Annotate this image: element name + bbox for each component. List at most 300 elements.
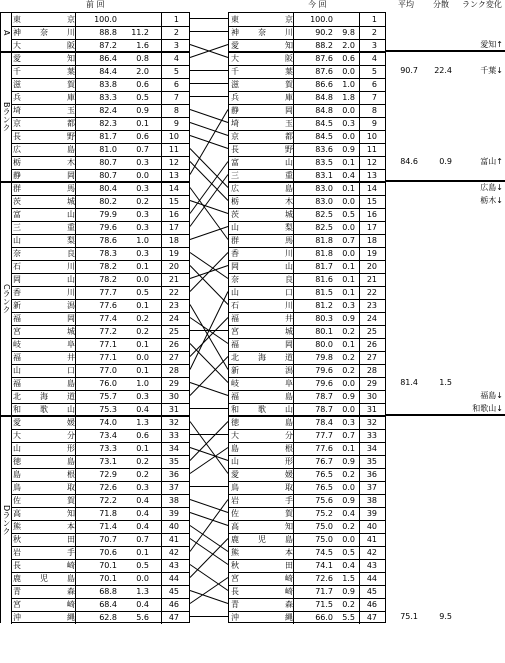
score-value: 100.0 (94, 15, 117, 24)
score-value: 78.3 (99, 249, 117, 258)
score-diff: 0.2 (136, 314, 149, 323)
score-diff: 1.5 (342, 574, 355, 583)
score-value: 78.4 (315, 418, 333, 427)
score-diff: 0.9 (342, 496, 355, 505)
rank-number: 34 (168, 444, 179, 453)
score-value: 72.6 (315, 574, 333, 583)
rank-number: 43 (366, 561, 377, 570)
rank-group-text: A (2, 29, 11, 36)
prefecture-name: 大 分 (231, 431, 293, 440)
prefecture-name: 沖 縄 (13, 613, 75, 622)
rank-number: 1 (371, 15, 377, 24)
score-diff: 0.2 (342, 522, 355, 531)
rank-number: 23 (366, 301, 377, 310)
rank-connector-line (190, 201, 228, 214)
rank-number: 42 (168, 548, 179, 557)
rank-number: 9 (371, 119, 377, 128)
prefecture-name: 熊 本 (13, 522, 75, 531)
rank-connector-line (190, 422, 228, 474)
rank-change-note: 広島↓ (480, 183, 503, 192)
prefecture-name: 兵 庫 (231, 93, 293, 102)
rank-connector-line (190, 227, 228, 240)
score-value: 66.0 (315, 613, 333, 622)
rank-number: 26 (168, 340, 179, 349)
rank-number: 13 (366, 171, 377, 180)
score-value: 75.2 (315, 509, 333, 518)
score-diff: 0.4 (136, 522, 149, 531)
rank-number: 37 (366, 483, 377, 492)
group-variance: 1.5 (439, 378, 452, 387)
rank-number: 10 (168, 132, 179, 141)
prefecture-name: 鳥 取 (13, 483, 75, 492)
rank-number: 12 (168, 158, 179, 167)
score-value: 78.2 (99, 262, 117, 271)
prefecture-name: 神 奈 川 (13, 28, 75, 37)
score-value: 90.2 (315, 28, 333, 37)
score-value: 78.7 (315, 392, 333, 401)
rank-connector-line (190, 253, 228, 279)
score-value: 76.5 (315, 470, 333, 479)
rank-number: 21 (366, 275, 377, 284)
score-value: 80.7 (99, 158, 117, 167)
score-value: 78.6 (99, 236, 117, 245)
rank-number: 29 (168, 379, 179, 388)
rank-number: 44 (168, 574, 179, 583)
prefecture-name: 愛 媛 (231, 470, 293, 479)
rank-number: 20 (168, 262, 179, 271)
rank-number: 3 (371, 41, 377, 50)
score-value: 75.0 (315, 535, 333, 544)
prefecture-name: 埼 玉 (13, 106, 75, 115)
prefecture-name: 鹿 児 島 (13, 574, 75, 583)
prefecture-name: 千 葉 (13, 67, 75, 76)
prefecture-name: 岩 手 (231, 496, 293, 505)
score-value: 80.7 (99, 171, 117, 180)
prefecture-name: 石 川 (231, 301, 293, 310)
score-diff: 2.0 (136, 67, 149, 76)
rank-number: 7 (371, 93, 377, 102)
score-value: 75.6 (315, 496, 333, 505)
prefecture-name: 山 形 (13, 444, 75, 453)
rank-group-text: Dランク (2, 504, 11, 536)
score-diff: 1.6 (136, 41, 149, 50)
prefecture-name: 大 阪 (231, 54, 293, 63)
score-diff: 0.2 (136, 470, 149, 479)
score-diff: 0.6 (342, 54, 355, 63)
score-diff: 0.4 (136, 496, 149, 505)
rank-number: 5 (371, 67, 377, 76)
prefecture-name: 鹿 児 島 (231, 535, 293, 544)
rank-number: 39 (168, 509, 179, 518)
score-diff: 0.4 (136, 405, 149, 414)
score-value: 80.2 (99, 197, 117, 206)
score-diff: 0.7 (342, 431, 355, 440)
score-value: 68.8 (99, 587, 117, 596)
rank-number: 1 (173, 15, 179, 24)
score-value: 70.6 (99, 548, 117, 557)
score-diff: 0.3 (136, 483, 149, 492)
score-value: 70.1 (99, 574, 117, 583)
prefecture-name: 北 海 道 (13, 392, 75, 401)
prefecture-name: 宮 崎 (13, 600, 75, 609)
prefecture-name: 香 川 (13, 288, 75, 297)
score-diff: 0.4 (342, 171, 355, 180)
rank-number: 33 (366, 431, 377, 440)
rank-number: 30 (366, 392, 377, 401)
score-value: 77.2 (99, 327, 117, 336)
prefecture-name: 岐 阜 (13, 340, 75, 349)
prefecture-name: 北 海 道 (231, 353, 293, 362)
score-value: 79.8 (315, 353, 333, 362)
score-diff: 0.1 (136, 301, 149, 310)
rank-number: 28 (366, 366, 377, 375)
score-value: 76.7 (315, 457, 333, 466)
score-value: 79.6 (315, 379, 333, 388)
prefecture-name: 静 岡 (13, 171, 75, 180)
rank-connector-line (190, 448, 228, 474)
rank-number: 2 (173, 28, 179, 37)
rank-number: 20 (366, 262, 377, 271)
prefecture-name: 東 京 (13, 15, 75, 24)
rank-number: 6 (371, 80, 377, 89)
score-diff: 0.1 (342, 275, 355, 284)
score-value: 83.0 (315, 184, 333, 193)
score-diff: 0.3 (136, 210, 149, 219)
score-value: 77.6 (315, 444, 333, 453)
rank-number: 46 (366, 600, 377, 609)
score-diff: 0.1 (342, 288, 355, 297)
rank-number: 25 (168, 327, 179, 336)
score-diff: 0.2 (342, 327, 355, 336)
rank-number: 31 (168, 405, 179, 414)
score-value: 84.5 (315, 132, 333, 141)
prefecture-name: 秋 田 (231, 561, 293, 570)
prefecture-name: 新 潟 (13, 301, 75, 310)
prefecture-name: 滋 賀 (231, 80, 293, 89)
rank-number: 45 (168, 587, 179, 596)
score-value: 71.7 (315, 587, 333, 596)
rank-number: 46 (168, 600, 179, 609)
score-diff: 0.0 (342, 483, 355, 492)
prefecture-name: 佐 賀 (231, 509, 293, 518)
prefecture-name: 福 岡 (231, 340, 293, 349)
score-value: 82.5 (315, 223, 333, 232)
score-value: 77.0 (99, 366, 117, 375)
score-diff: 0.2 (342, 353, 355, 362)
header-previous: 前 回 (86, 0, 105, 9)
rank-number: 8 (173, 106, 179, 115)
prefecture-name: 岡 山 (231, 262, 293, 271)
prefecture-name: 福 岡 (13, 314, 75, 323)
rank-number: 14 (366, 184, 377, 193)
rank-change-note: 福島↓ (480, 391, 503, 400)
prefecture-name: 愛 知 (13, 54, 75, 63)
prefecture-name: 愛 媛 (13, 418, 75, 427)
rank-number: 23 (168, 301, 179, 310)
prefecture-name: 東 京 (231, 15, 293, 24)
rank-number: 35 (366, 457, 377, 466)
prefecture-name: 大 阪 (13, 41, 75, 50)
rank-change-note: 和歌山↓ (472, 404, 503, 413)
rank-number: 15 (366, 197, 377, 206)
score-value: 81.8 (315, 236, 333, 245)
prefecture-name: 青 森 (231, 600, 293, 609)
score-value: 77.4 (99, 314, 117, 323)
score-diff: 0.2 (136, 197, 149, 206)
rank-number: 36 (366, 470, 377, 479)
header-rank-change: ランク変化 (462, 0, 502, 9)
prefecture-name: 島 根 (13, 470, 75, 479)
prefecture-name: 熊 本 (231, 548, 293, 557)
prefecture-name: 新 潟 (231, 366, 293, 375)
score-diff: 0.0 (136, 275, 149, 284)
score-diff: 0.4 (136, 600, 149, 609)
group-variance: 0.9 (439, 157, 452, 166)
score-value: 79.6 (315, 366, 333, 375)
score-value: 87.6 (315, 67, 333, 76)
score-diff: 0.0 (342, 379, 355, 388)
rank-number: 22 (366, 288, 377, 297)
score-diff: 0.4 (136, 509, 149, 518)
prefecture-name: 大 分 (13, 431, 75, 440)
score-diff: 0.9 (342, 314, 355, 323)
prefecture-name: 三 重 (231, 171, 293, 180)
rank-number: 27 (168, 353, 179, 362)
rank-number: 10 (366, 132, 377, 141)
score-diff: 0.5 (136, 288, 149, 297)
score-value: 82.5 (315, 210, 333, 219)
rank-number: 26 (366, 340, 377, 349)
score-value: 77.6 (99, 301, 117, 310)
rank-connector-line (190, 526, 228, 552)
score-diff: 0.1 (342, 262, 355, 271)
score-diff: 5.5 (342, 613, 355, 622)
score-diff: 0.2 (342, 366, 355, 375)
score-diff: 0.1 (342, 184, 355, 193)
score-diff: 0.3 (342, 418, 355, 427)
score-diff: 0.3 (136, 158, 149, 167)
score-value: 82.3 (99, 119, 117, 128)
rank-number: 7 (173, 93, 179, 102)
rank-connector-line (190, 162, 228, 214)
score-diff: 1.8 (342, 93, 355, 102)
rank-number: 14 (168, 184, 179, 193)
rank-connector-line (190, 175, 228, 227)
score-diff: 0.0 (342, 197, 355, 206)
rank-number: 19 (168, 249, 179, 258)
score-diff: 1.3 (136, 587, 149, 596)
prefecture-name: 岩 手 (13, 548, 75, 557)
rank-connector-line (190, 500, 228, 513)
score-diff: 0.2 (136, 327, 149, 336)
rank-number: 35 (168, 457, 179, 466)
prefecture-name: 栃 木 (13, 158, 75, 167)
score-value: 72.2 (99, 496, 117, 505)
score-value: 80.0 (315, 340, 333, 349)
score-value: 74.1 (315, 561, 333, 570)
rank-number: 17 (366, 223, 377, 232)
rank-group-text: Bランク (2, 102, 11, 132)
score-diff: 0.9 (342, 145, 355, 154)
prefecture-name: 高 知 (13, 509, 75, 518)
group-average: 81.4 (400, 378, 418, 387)
score-value: 73.4 (99, 431, 117, 440)
score-value: 83.8 (99, 80, 117, 89)
group-average: 75.1 (400, 612, 418, 621)
prefecture-name: 長 野 (231, 145, 293, 154)
score-value: 79.9 (99, 210, 117, 219)
prefecture-name: 山 口 (13, 366, 75, 375)
score-value: 81.0 (99, 145, 117, 154)
rank-number: 32 (168, 418, 179, 427)
rank-number: 38 (366, 496, 377, 505)
header-current: 今 回 (308, 0, 327, 9)
rank-number: 6 (173, 80, 179, 89)
score-value: 88.2 (315, 41, 333, 50)
prefecture-name: 富 山 (13, 210, 75, 219)
rank-number: 41 (366, 535, 377, 544)
rank-number: 13 (168, 171, 179, 180)
score-value: 86.4 (99, 54, 117, 63)
prefecture-name: 奈 良 (13, 249, 75, 258)
rank-number: 3 (173, 41, 179, 50)
prefecture-name: 福 島 (13, 379, 75, 388)
prefecture-name: 山 口 (231, 288, 293, 297)
rank-number: 31 (366, 405, 377, 414)
prefecture-name: 鳥 取 (231, 483, 293, 492)
rank-change-note: 愛知↑ (480, 40, 503, 49)
rank-number: 9 (173, 119, 179, 128)
score-diff: 0.4 (342, 561, 355, 570)
score-diff: 0.3 (136, 223, 149, 232)
prefecture-name: 福 島 (231, 392, 293, 401)
score-diff: 0.1 (342, 444, 355, 453)
rank-change-note: 千葉↓ (480, 66, 503, 75)
score-diff: 0.3 (342, 119, 355, 128)
rank-connector-line (190, 578, 228, 604)
rank-number: 33 (168, 431, 179, 440)
prefecture-name: 京 都 (13, 119, 75, 128)
prefecture-name: 静 岡 (231, 106, 293, 115)
score-diff: 0.3 (136, 392, 149, 401)
score-diff: 11.2 (131, 28, 149, 37)
rank-number: 11 (168, 145, 179, 154)
score-diff: 0.1 (136, 119, 149, 128)
rank-connector-line (190, 422, 228, 461)
score-value: 86.6 (315, 80, 333, 89)
prefecture-name: 埼 玉 (231, 119, 293, 128)
score-value: 79.6 (99, 223, 117, 232)
score-value: 62.8 (99, 613, 117, 622)
prefecture-name: 山 梨 (231, 223, 293, 232)
prefecture-name: 神 奈 川 (231, 28, 293, 37)
score-diff: 1.0 (136, 379, 149, 388)
score-value: 77.7 (315, 431, 333, 440)
prefecture-name: 青 森 (13, 587, 75, 596)
score-diff: 0.0 (342, 67, 355, 76)
prefecture-name: 徳 島 (231, 418, 293, 427)
score-diff: 0.1 (136, 548, 149, 557)
score-value: 73.1 (99, 457, 117, 466)
score-value: 78.2 (99, 275, 117, 284)
group-average: 84.6 (400, 157, 418, 166)
score-diff: 0.6 (136, 80, 149, 89)
rank-number: 30 (168, 392, 179, 401)
score-value: 88.8 (99, 28, 117, 37)
score-value: 80.3 (315, 314, 333, 323)
prefecture-name: 栃 木 (231, 197, 293, 206)
score-diff: 0.2 (342, 470, 355, 479)
score-diff: 1.3 (136, 418, 149, 427)
prefecture-name: 高 知 (231, 522, 293, 531)
rank-change-note: 栃木↓ (480, 196, 503, 205)
score-diff: 0.1 (136, 262, 149, 271)
score-value: 74.5 (315, 548, 333, 557)
rank-number: 24 (168, 314, 179, 323)
rank-number: 32 (366, 418, 377, 427)
rank-number: 21 (168, 275, 179, 284)
rank-number: 43 (168, 561, 179, 570)
prefecture-name: 長 崎 (231, 587, 293, 596)
score-diff: 0.4 (342, 509, 355, 518)
prefecture-name: 佐 賀 (13, 496, 75, 505)
rank-number: 15 (168, 197, 179, 206)
score-diff: 0.5 (342, 210, 355, 219)
rank-number: 5 (173, 67, 179, 76)
rank-connector-line (190, 565, 228, 591)
prefecture-name: 福 井 (231, 314, 293, 323)
rank-number: 29 (366, 379, 377, 388)
rank-number: 27 (366, 353, 377, 362)
rank-number: 47 (168, 613, 179, 622)
score-value: 83.3 (99, 93, 117, 102)
rank-number: 8 (371, 106, 377, 115)
prefecture-name: 広 島 (13, 145, 75, 154)
score-diff: 0.1 (342, 158, 355, 167)
rank-number: 19 (366, 249, 377, 258)
score-value: 81.7 (99, 132, 117, 141)
rank-number: 47 (366, 613, 377, 622)
score-diff: 0.2 (342, 600, 355, 609)
rank-number: 25 (366, 327, 377, 336)
score-value: 78.7 (315, 405, 333, 414)
score-diff: 0.5 (136, 93, 149, 102)
score-value: 75.7 (99, 392, 117, 401)
score-diff: 0.1 (136, 366, 149, 375)
score-value: 75.3 (99, 405, 117, 414)
rank-number: 37 (168, 483, 179, 492)
rank-group-text: Cランク (2, 284, 11, 314)
score-diff: 0.0 (342, 405, 355, 414)
rank-number: 12 (366, 158, 377, 167)
rank-number: 39 (366, 509, 377, 518)
score-diff: 0.1 (136, 444, 149, 453)
score-value: 70.7 (99, 535, 117, 544)
prefecture-name: 広 島 (231, 184, 293, 193)
prefecture-name: 宮 城 (231, 327, 293, 336)
group-variance: 22.4 (434, 66, 452, 75)
score-value: 77.7 (99, 288, 117, 297)
prefecture-name: 長 崎 (13, 561, 75, 570)
score-diff: 0.9 (136, 106, 149, 115)
score-diff: 0.0 (342, 106, 355, 115)
rank-connector-line (190, 318, 228, 357)
rank-connector-line (190, 513, 228, 526)
score-value: 82.4 (99, 106, 117, 115)
score-value: 81.8 (315, 249, 333, 258)
score-diff: 2.0 (342, 41, 355, 50)
group-average: 90.7 (400, 66, 418, 75)
